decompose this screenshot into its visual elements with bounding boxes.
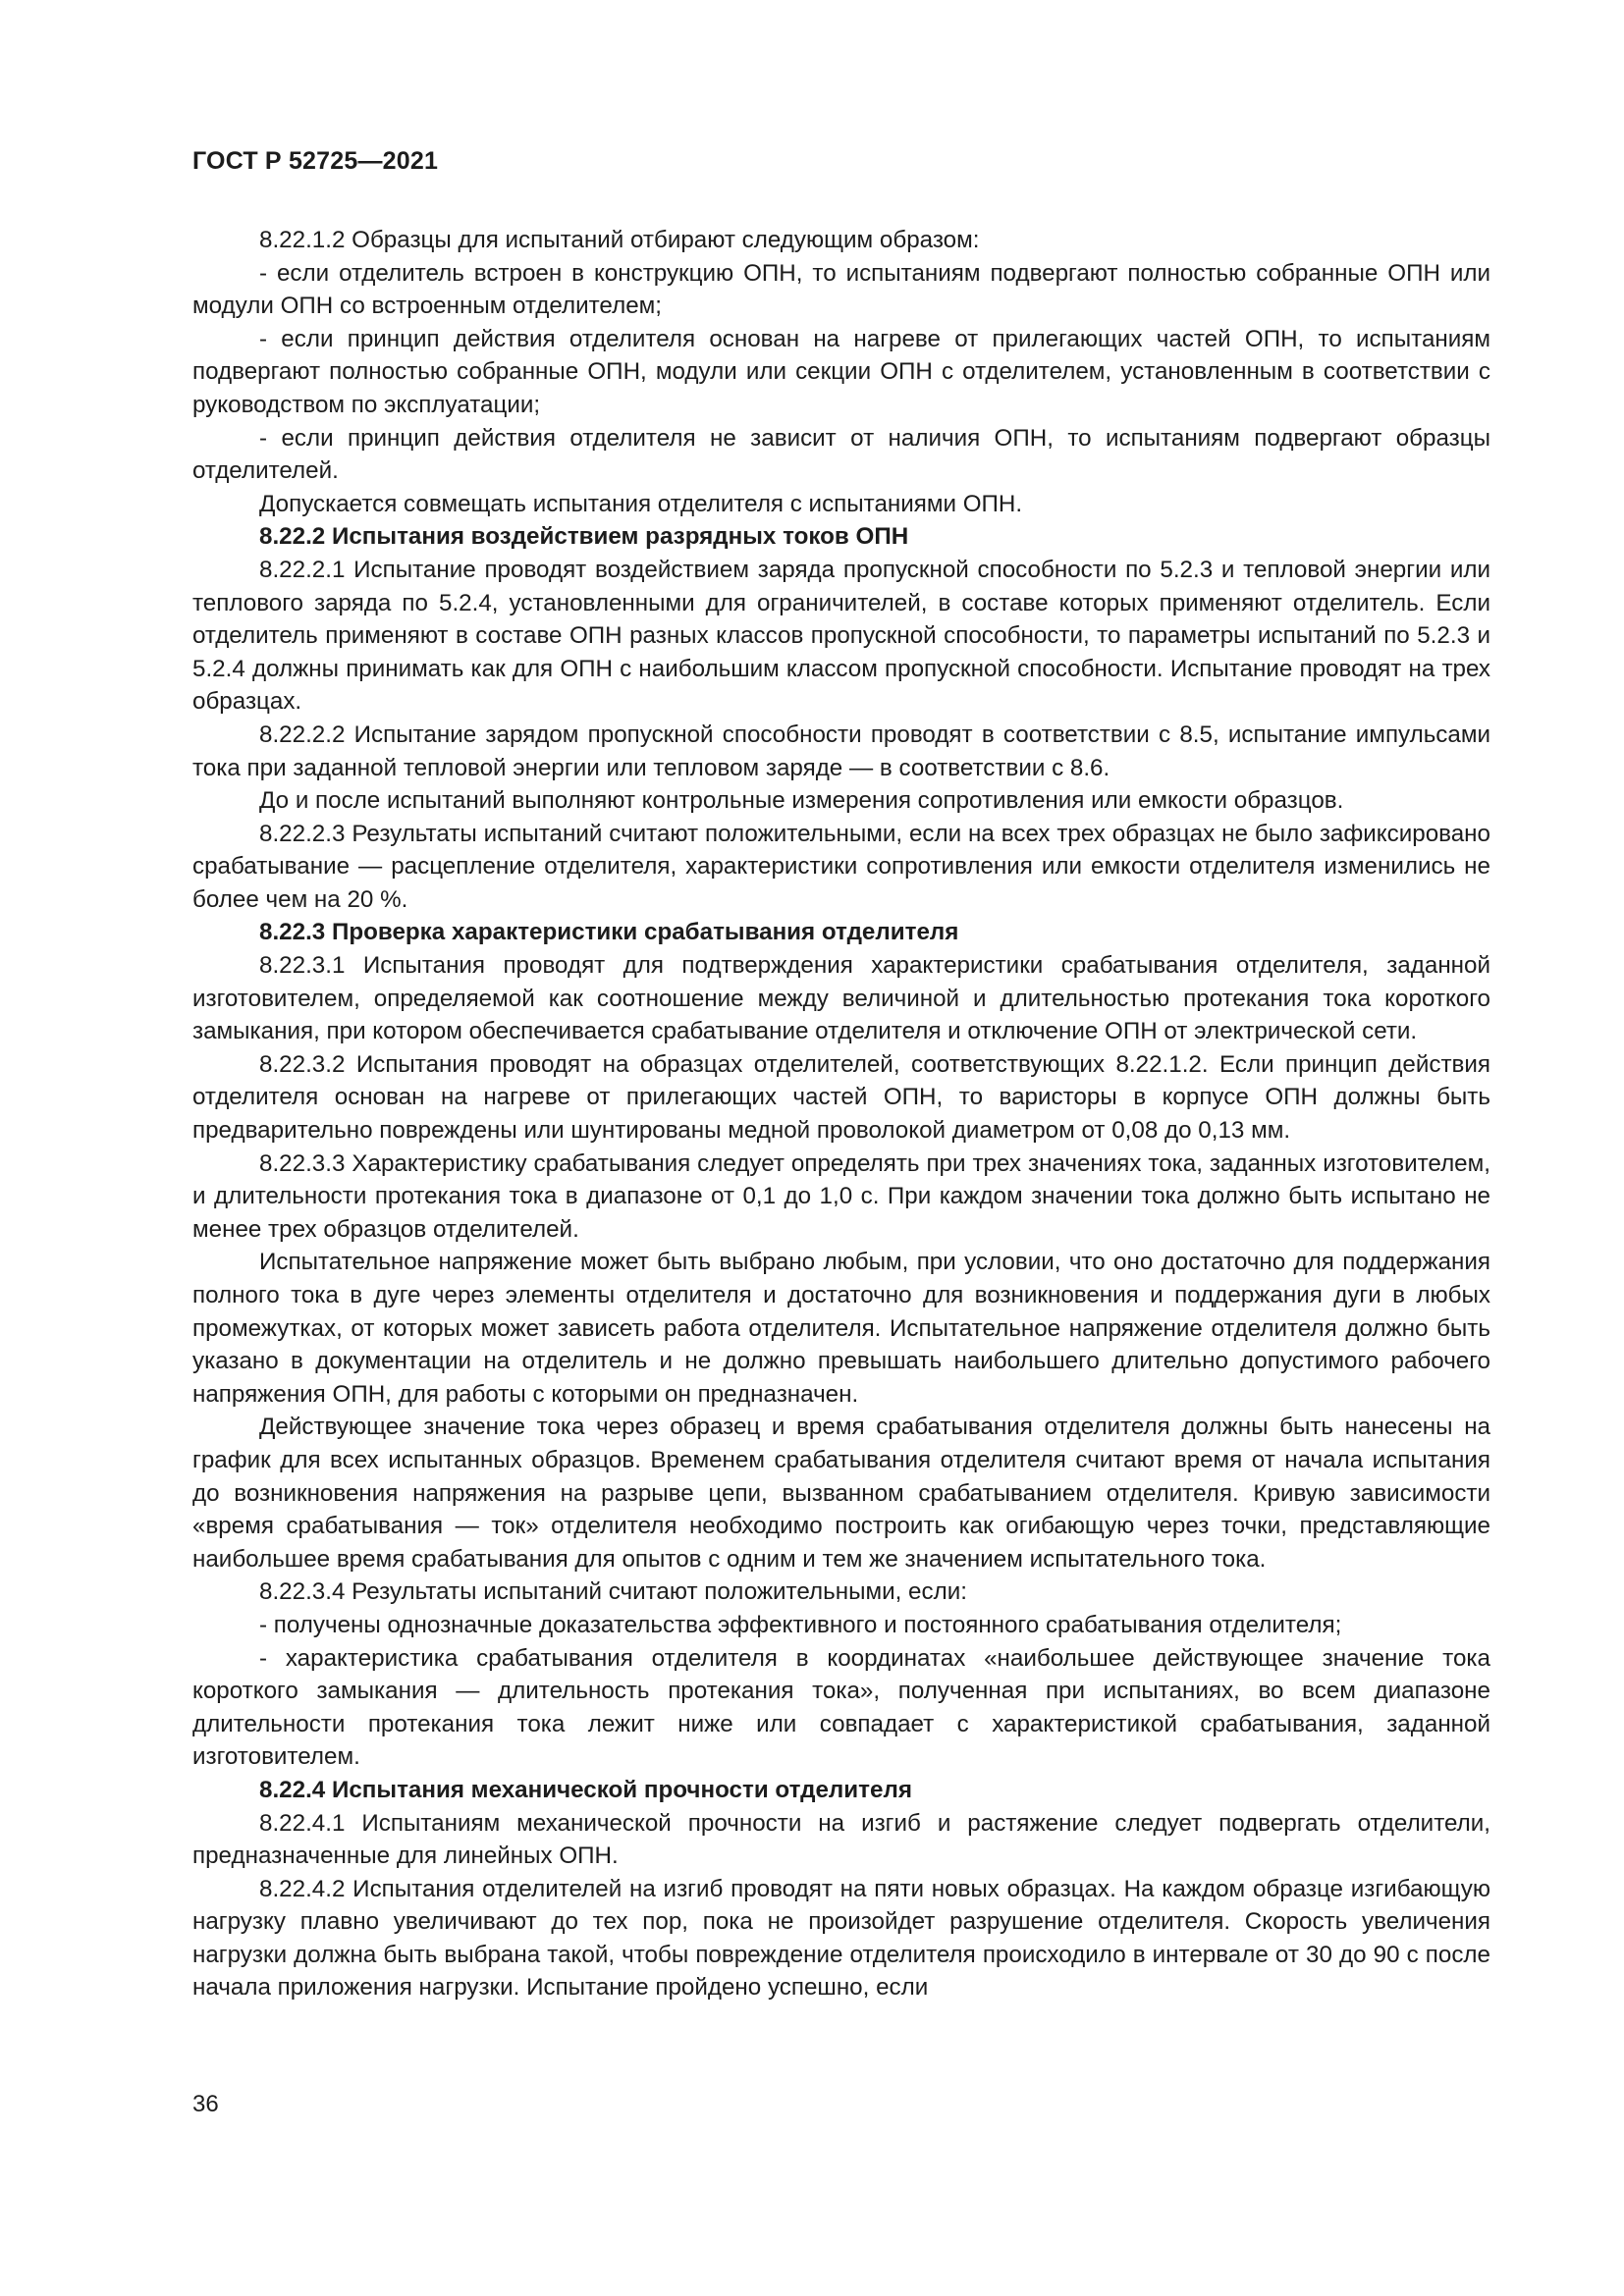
paragraph-8-22-2-2: 8.22.2.2 Испытание зарядом пропускной способности проводят в соответствии с 8.5, испытание импульсами тока при заданной тепловой энергии или тепловом заряде — в соответствии с 8.6. [192, 721, 1490, 781]
paragraph-test-voltage: Испытательное напряжение может быть выбрано любым, при условии, что оно достаточно для поддержания полного тока в дуге через элементы отделителя и достаточно для возникновения и поддержания дуги в любых промежутках, от которых может зависеть работа отделителя. Испытательное напряжение отделителя должно быть указано в документации на отделитель и не должно превышать наибольшего длительно допустимого рабочего напряжения ОПН, для работы с которыми он предназначен. [192, 1249, 1490, 1408]
list-item-independent-principle: - если принцип действия отделителя не зависит от наличия ОПН, то испытаниям подвергают образцы отделителей. [192, 424, 1490, 485]
document-body [192, 224, 1490, 2004]
paragraph-8-22-3-1: 8.22.3.1 Испытания проводят для подтверждения характеристики срабатывания отделителя, заданной изготовителем, определяемой как соотношение между величиной и длительностью протекания тока короткого замыкания, при котором обеспечивается срабатывание отделителя и отключение ОПН от электрической сети. [192, 952, 1490, 1045]
paragraph-8-22-2-3: 8.22.2.3 Результаты испытаний считают положительными, если на всех трех образцах не было зафиксировано срабатывание — расцепление отделителя, характеристики сопротивления или емкости отделителя изменились не более чем на 20 %. [192, 820, 1490, 913]
list-item-heating-principle: - если принцип действия отделителя основан на нагреве от прилегающих частей ОПН, то испытаниям подвергают полностью собранные ОПН, модули или секции ОПН с отделителем, установленным в соответствии с руководством по эксплуатации; [192, 325, 1490, 418]
paragraph-8-22-3-4: 8.22.3.4 Результаты испытаний считают положительными, если: [259, 1578, 967, 1606]
paragraph-8-22-4-2: 8.22.4.2 Испытания отделителей на изгиб проводят на пяти новых образцах. На каждом образце изгибающую нагрузку плавно увеличивают до тех пор, пока не произойдет разрушение отделителя. Скорость увеличения нагрузки должна быть выбрана такой, чтобы повреждение отделителя происходило в интервале от 30 до 90 с после начала приложения нагрузки. Испытание пройдено успешно, если [192, 1875, 1490, 2002]
document-header: ГОСТ Р 52725—2021 [192, 147, 439, 175]
paragraph-8-22-4-1: 8.22.4.1 Испытаниям механической прочности на изгиб и растяжение следует подвергать отделители, предназначенные для линейных ОПН. [192, 1809, 1490, 1870]
paragraph-8-22-3-3: 8.22.3.3 Характеристику срабатывания следует определять при трех значениях тока, заданных изготовителем, и длительности протекания тока в диапазоне от 0,1 до 1,0 с. При каждом значении тока должно быть испытано не менее трех образцов отделителей. [192, 1149, 1490, 1243]
list-item-evidence: - получены однозначные доказательства эффективного и постоянного срабатывания отделителя; [259, 1611, 1342, 1638]
paragraph-8-22-3-2: 8.22.3.2 Испытания проводят на образцах отделителей, соответствующих 8.22.1.2. Если принцип действия отделителя основан на нагреве от прилегающих частей ОПН, то варисторы в корпусе ОПН должны быть предварительно повреждены или шунтированы медной проволокой диаметром от 0,08 до 0,13 мм. [192, 1050, 1490, 1145]
paragraph-combined-tests: Допускается совмещать испытания отделителя с испытаниями ОПН. [259, 490, 1023, 517]
list-item-built-in-disconnector: - если отделитель встроен в конструкцию ОПН, то испытаниям подвергают полностью собранные ОПН или модули ОПН со встроенным отделителем; [192, 259, 1490, 320]
paragraph-control-measurements: До и после испытаний выполняют контрольные измерения сопротивления или емкости образцов. [259, 787, 1344, 815]
paragraph-8-22-1-2: 8.22.1.2 Образцы для испытаний отбирают следующим образом: [259, 227, 980, 253]
section-heading-8-22-3: 8.22.3 Проверка характеристики срабатывания отделителя [259, 919, 959, 946]
paragraph-current-graph: Действующее значение тока через образец и время срабатывания отделителя должны быть нанесены на график для всех испытанных образцов. Временем срабатывания отделителя считают время от начала испытания до возникновения напряжения на разрыве цепи, вызванном срабатыванием отделителя. Кривую зависимости «время срабатывания — ток» отделителя необходимо построить как огибающую через точки, представляющие наибольшее время срабатывания для опытов с одним и тем же значением испытательного тока. [192, 1414, 1490, 1573]
paragraph-8-22-2-1: 8.22.2.1 Испытание проводят воздействием заряда пропускной способности по 5.2.3 и тепловой энергии или теплового заряда по 5.2.4, установленными для ограничителей, в составе которых применяют отделитель. Если отделитель применяют в составе ОПН разных классов пропускной способности, то параметры испытаний по 5.2.3 и 5.2.4 должны принимать как для ОПН с наибольшим классом пропускной способности. Испытание проводят на трех образцах. [192, 556, 1490, 716]
section-heading-8-22-2: 8.22.2 Испытания воздействием разрядных токов ОПН [259, 523, 909, 551]
page-number: 36 [192, 2091, 219, 2117]
list-item-characteristic: - характеристика срабатывания отделителя в координатах «наибольшее действующее значение тока короткого замыкания — длительность протекания тока», полученная при испытаниях, во всем диапазоне длительности протекания тока лежит ниже или совпадает с характеристикой срабатывания, заданной изготовителем. [192, 1644, 1490, 1771]
section-heading-8-22-4: 8.22.4 Испытания механической прочности отделителя [259, 1776, 912, 1803]
